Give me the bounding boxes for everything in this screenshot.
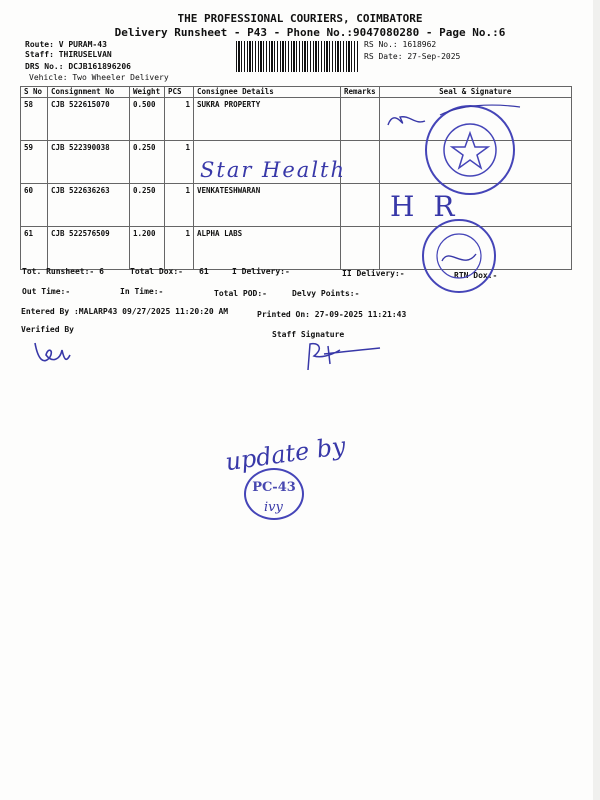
ii-delivery: II Delivery:- xyxy=(342,269,405,278)
page-edge xyxy=(593,0,600,800)
handwritten-hr: H R xyxy=(390,190,460,223)
staff-label: Staff: THIRUSELVAN xyxy=(25,50,112,59)
rs-number: RS No.: 1618962 xyxy=(364,40,437,49)
verifier-signature-icon xyxy=(30,335,75,370)
cell-weight: 0.250 xyxy=(130,184,165,227)
i-delivery: I Delivery:- xyxy=(232,267,290,276)
cell-consignment: CJB 522576509 xyxy=(48,227,130,270)
tot-runsheet: Tot. Runsheet:- 6 xyxy=(22,267,104,276)
cell-pcs: 1 xyxy=(165,184,194,227)
out-time: Out Time:- xyxy=(22,287,71,296)
delvy-points: Delvy Points:- xyxy=(292,289,360,298)
cell-remarks xyxy=(341,184,380,227)
col-weight: Weight xyxy=(130,87,165,98)
total-dox-label: Total Dox:- xyxy=(130,267,183,276)
col-consignment: Consignment No xyxy=(48,87,130,98)
barcode xyxy=(236,41,359,72)
cell-consignment: CJB 522390038 xyxy=(48,141,130,184)
stamp-pc43-text: PC-43 xyxy=(252,480,296,495)
cell-pcs: 1 xyxy=(165,141,194,184)
lab-stamp-icon xyxy=(414,216,504,296)
col-pcs: PCS xyxy=(165,87,194,98)
cell-sno: 59 xyxy=(21,141,48,184)
route-label: Route: V PURAM-43 xyxy=(25,40,107,49)
vehicle-label: Vehicle: Two Wheeler Delivery xyxy=(29,73,169,82)
col-consignee: Consignee Details xyxy=(194,87,341,98)
entered-by: Entered By :MALARP43 09/27/2025 11:20:20 AM xyxy=(21,307,229,316)
staff-signature-icon xyxy=(300,338,385,373)
handwritten-update-by: update by xyxy=(223,431,348,477)
stamp-initials: ivy xyxy=(264,500,283,515)
col-seal-signature: Seal & Signature xyxy=(379,87,571,98)
cell-consignment: CJB 522615070 xyxy=(48,98,130,141)
cell-sno: 58 xyxy=(21,98,48,141)
company-title: THE PROFESSIONAL COURIERS, COIMBATORE xyxy=(177,12,423,25)
cell-sno: 60 xyxy=(21,184,48,227)
col-remarks: Remarks xyxy=(341,87,380,98)
cell-consignee: VENKATESHWARAN xyxy=(194,184,341,227)
total-dox-value: 61 xyxy=(199,267,209,276)
staff-signature-label: Staff Signature xyxy=(272,330,345,339)
cell-weight: 0.500 xyxy=(130,98,165,141)
runsheet-title: Delivery Runsheet - P43 - Phone No.:9047080280 - Page No.:6 xyxy=(114,26,506,39)
cell-weight: 0.250 xyxy=(130,141,165,184)
cell-weight: 1.200 xyxy=(130,227,165,270)
rtn-dox: RTN Dox:- xyxy=(454,271,498,280)
insurance-stamp-icon xyxy=(380,95,530,205)
cell-consignment: CJB 522636263 xyxy=(48,184,130,227)
in-time: In Time:- xyxy=(120,287,164,296)
printed-on: Printed On: 27-09-2025 11:21:43 xyxy=(257,310,407,319)
col-sno: S No xyxy=(21,87,48,98)
rs-date: RS Date: 27-Sep-2025 xyxy=(364,52,461,61)
cell-pcs: 1 xyxy=(165,227,194,270)
cell-remarks xyxy=(341,227,380,270)
cell-pcs: 1 xyxy=(165,98,194,141)
cell-consignee: SUKRA PROPERTY xyxy=(194,98,341,141)
cell-remarks xyxy=(341,98,380,141)
handwritten-star-health: Star Health xyxy=(200,158,347,182)
cell-remarks xyxy=(341,141,380,184)
cell-consignee: ALPHA LABS xyxy=(194,227,341,270)
drs-number: DRS No.: DCJB161896206 xyxy=(25,62,131,71)
verified-by: Verified By xyxy=(21,325,74,334)
cell-sno: 61 xyxy=(21,227,48,270)
total-pod: Total POD:- xyxy=(214,289,267,298)
